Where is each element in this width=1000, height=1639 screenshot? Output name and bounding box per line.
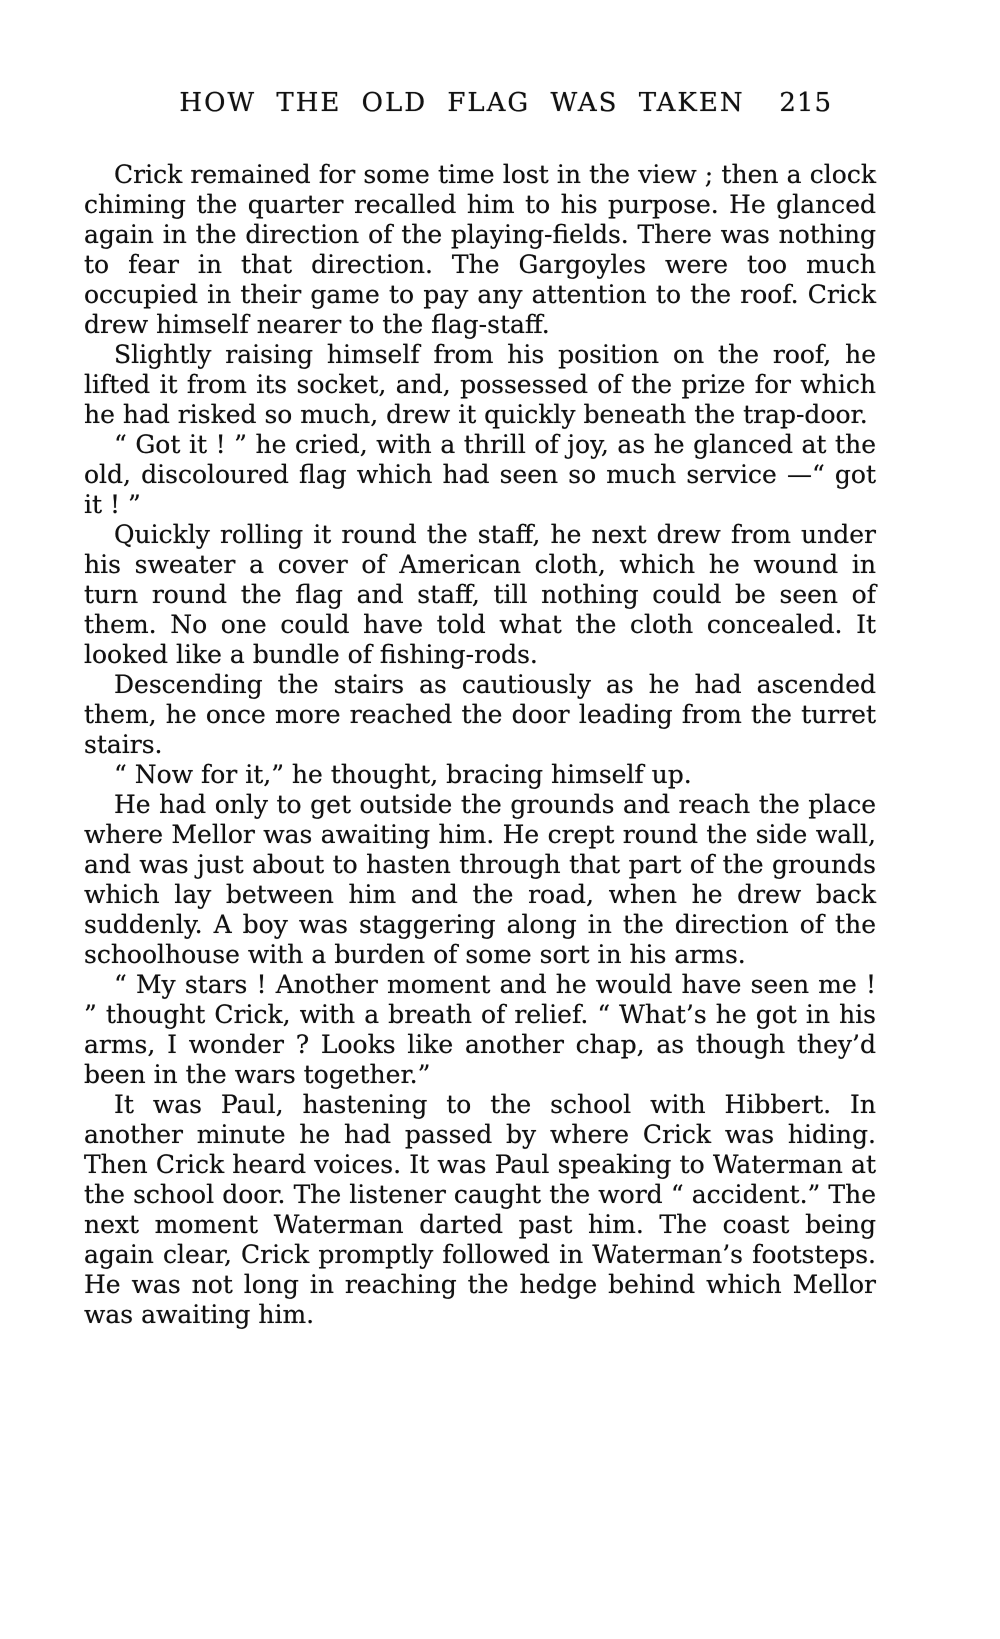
paragraph: “ Now for it,” he thought, bracing himself up. [114,760,692,789]
chapter-title: HOW THE OLD FLAG WAS TAKEN [179,88,745,118]
paragraph: “ Got it ! ” he cried, with a thrill of joy, as he glanced at the old, discoloured flag which had seen so much service —“ got it ! ” [84,430,876,519]
paragraph: Crick remained for some time lost in the view ; then a clock chiming the quarter recalled him to his purpose. He glanced again in the direction of the playing-fields. There was nothing to fear in that direction. The Gargoyles were too much occupied in their game to pay any attention to the roof. Crick drew himself nearer to the flag-staff. [84,160,876,339]
running-header [84,86,876,120]
paragraph: Slightly raising himself from his position on the roof, he lifted it from its socket, and, possessed of the prize for which he had risked so much, drew it quickly beneath the trap-door. [84,340,876,429]
paragraph: It was Paul, hastening to the school with Hibbert. In another minute he had passed by where Crick was hiding. Then Crick heard voices. It was Paul speaking to Waterman at the school door. The listener caught the word “ accident.” The next moment Waterman darted past him. The coast being again clear, Crick promptly followed in Waterman’s footsteps. He was not long in reaching the hedge behind which Mellor was awaiting him. [84,1090,876,1329]
page-number: 215 [779,88,832,118]
paragraph: “ My stars ! Another moment and he would have seen me ! ” thought Crick, with a breath of relief. “ What’s he got in his arms, I wonder ? Looks like another chap, as though they’d been in the wars together.” [84,970,876,1089]
body-text [84,160,876,1330]
paragraph: Descending the stairs as cautiously as he had ascended them, he once more reached the door leading from the turret stairs. [84,670,876,759]
text-block [84,86,876,1330]
paragraph: He had only to get outside the grounds and reach the place where Mellor was awaiting him. He crept round the side wall, and was just about to hasten through that part of the grounds which lay between him and the road, when he drew back suddenly. A boy was staggering along in the direction of the schoolhouse with a burden of some sort in his arms. [84,790,876,969]
paragraph: Quickly rolling it round the staff, he next drew from under his sweater a cover of American cloth, which he wound in turn round the flag and staff, till nothing could be seen of them. No one could have told what the cloth concealed. It looked like a bundle of fishing-rods. [84,520,876,669]
